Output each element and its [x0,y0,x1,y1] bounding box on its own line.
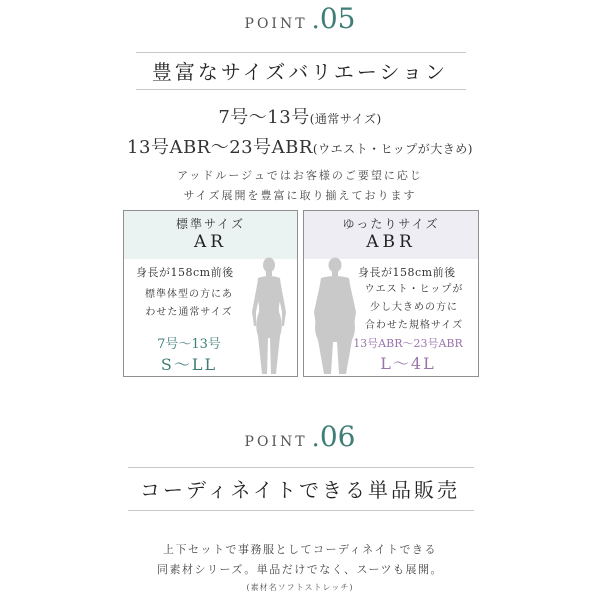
point-word: POINT [244,434,308,450]
point-06-heading: コーディネイトできる単品販売 [140,478,460,502]
size-card-ar-label: 標準サイズ [175,217,246,231]
size-card-ar-range-letters: S～LL [160,355,218,374]
size-card-abr-header [304,211,478,259]
size-card-abr-range-numbers: 13号ABR～23号ABR [353,337,463,350]
size-card-ar-description [134,286,244,322]
size-range-abr [0,133,600,159]
description-line: 同素材シリーズ。単品だけでなく、スーツも展開。 [156,563,444,576]
size-card-ar [123,210,298,377]
size-card-abr-height: 身長が158cm前後 [358,266,456,279]
size-card-abr-code: ABR [366,232,416,252]
heading-divider-top [128,467,474,468]
point-05-label [0,2,600,35]
description-line: アッドルージュではお客様のご要望に応じ [177,169,423,182]
material-note: (素材名ソフトストレッチ) [246,583,354,592]
heading-divider-bottom [128,510,474,511]
size-card-ar-range [134,333,244,375]
size-card-abr-range [338,335,478,374]
point-number: 05 [319,2,356,35]
card-text-line: 標準体型の方にあ [145,289,233,300]
description-line: サイズ展開を豊富に取り揃えております [183,189,417,202]
point-number: 06 [319,420,356,453]
point-dot: . [311,5,320,35]
point-05-heading: 豊富なサイズバリエーション [151,60,449,84]
heading-divider-bottom [136,89,466,90]
size-card-ar-header [124,211,297,259]
card-text-line: わせた通常サイズ [145,307,233,318]
size-card-ar-range-numbers: 7号～13号 [157,337,221,352]
card-text-line: 少し大きめの方に [370,302,458,313]
size-range-abr-main: 13号ABR～23号ABR [127,137,313,158]
slim-body-silhouette-icon [244,256,294,376]
size-card-abr-label: ゆったりサイズ [342,217,440,231]
point-05-description [0,166,600,206]
description-line: 上下セットで事務服としてコーディネイトできる [163,543,437,556]
size-range-standard [0,103,600,129]
size-card-abr-range-letters: L～4L [380,354,436,373]
heading-divider-top [136,52,466,53]
size-range-abr-note: (ウエスト・ヒップが大きめ) [312,142,473,156]
point-word: POINT [244,16,308,32]
size-card-ar-code: AR [193,232,228,252]
size-card-abr [303,210,479,377]
point-06-label [0,420,600,453]
size-range-standard-main: 7号～13号 [218,107,310,128]
size-card-abr-description [354,281,474,335]
point-06-description [0,540,600,580]
card-text-line: 合わせた規格サイズ [364,320,464,331]
card-text-line: ウエスト・ヒップが [364,284,464,295]
size-range-standard-note: (通常サイズ) [309,112,382,126]
size-card-ar-height: 身長が158cm前後 [136,266,234,279]
point-dot: . [311,423,320,453]
